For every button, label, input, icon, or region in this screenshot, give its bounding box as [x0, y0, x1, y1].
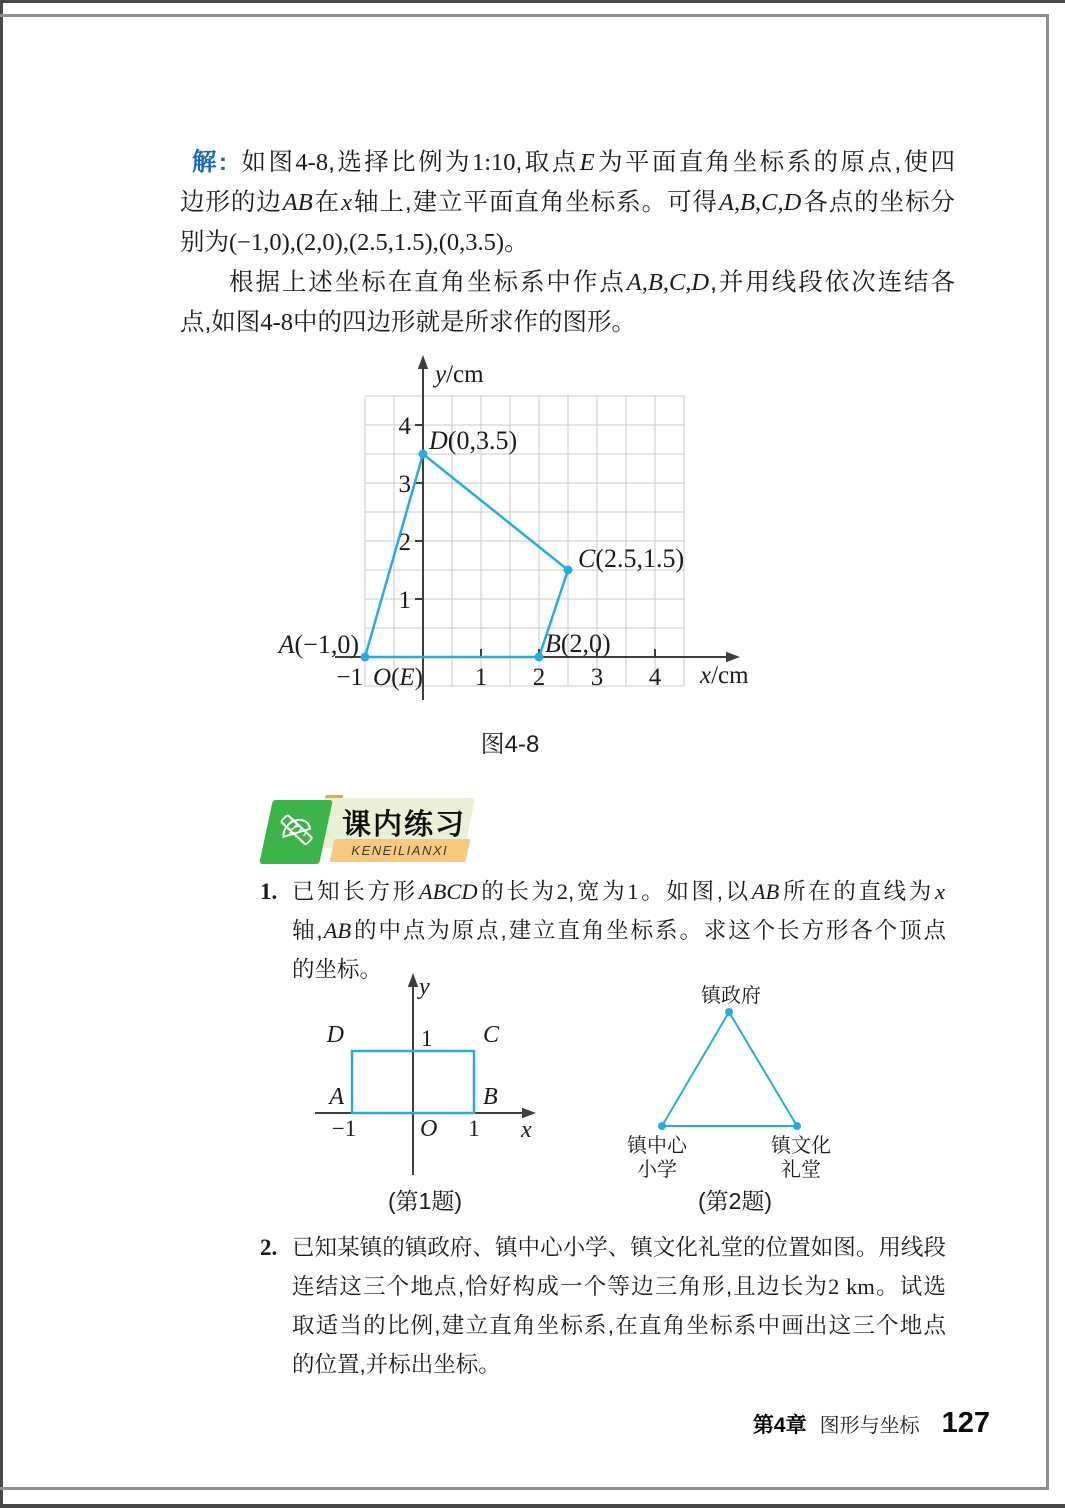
exercise-2-number: 2. — [260, 1235, 278, 1260]
svg-text:C(2.5,1.5): C(2.5,1.5) — [578, 544, 685, 573]
svg-text:1: 1 — [421, 1026, 433, 1051]
footer-chapter-title: 图形与坐标 — [819, 1415, 920, 1437]
svg-text:2: 2 — [532, 664, 546, 691]
svg-text:−1: −1 — [336, 664, 363, 691]
svg-text:镇文化: 镇文化 — [771, 1135, 831, 1157]
exercise-1-number: 1. — [260, 879, 278, 904]
vertex-dot — [419, 450, 428, 459]
vertex-dot — [361, 653, 370, 662]
svg-text:A(−1,0): A(−1,0) — [278, 630, 359, 659]
svg-text:小学: 小学 — [637, 1159, 677, 1181]
protractor-ruler-icon — [269, 808, 323, 857]
svg-text:3: 3 — [590, 664, 604, 691]
svg-text:A: A — [329, 1084, 344, 1110]
svg-text:B(2,0): B(2,0) — [545, 629, 611, 658]
axes — [315, 987, 523, 1175]
solution-paragraph-2 — [180, 263, 955, 343]
svg-text:D: D — [326, 1022, 344, 1048]
grid-lines — [365, 396, 684, 686]
vertex-dot — [564, 566, 573, 575]
svg-text:x/cm: x/cm — [700, 662, 749, 689]
svg-text:y: y — [419, 974, 430, 1000]
quadrilateral-abcd — [365, 454, 568, 657]
solution-block — [180, 143, 955, 343]
page-inner-border-bottom — [0, 1487, 1049, 1490]
text-line: 已知长方形ABCD的长为2,宽为1。如图,以AB所在的直线为x — [292, 879, 945, 904]
text-line: 别为(−1,0),(2,0),(2.5,1.5),(0,3.5)。 — [180, 229, 529, 256]
badge-icon-tile — [259, 800, 333, 864]
text-line: 的位置,并标出坐标。 — [292, 1352, 501, 1377]
text-line: 点,如图4-8中的四边形就是所求作的图形。 — [180, 309, 636, 336]
svg-text:D(0,3.5): D(0,3.5) — [429, 426, 518, 455]
text-line: 轴,AB的中点为原点,建立直角坐标系。求这个长方形各个顶点 — [292, 918, 946, 943]
svg-text:O(E): O(E) — [373, 664, 423, 691]
text-line: 解: 如图4-8,选择比例为1:10,取点E为平面直角坐标系的原点,使四 — [192, 149, 955, 176]
svg-text:镇中心: 镇中心 — [627, 1135, 687, 1157]
vertex-dot — [658, 1122, 666, 1130]
problem-2-triangle-figure — [610, 966, 860, 1208]
svg-text:4: 4 — [398, 413, 411, 440]
figure-4-8-coordinate-plane — [260, 352, 760, 720]
svg-text:2: 2 — [398, 529, 411, 556]
figure-4-8-caption: 图4-8 — [480, 731, 540, 758]
svg-text:−1: −1 — [331, 1116, 357, 1141]
badge-subtitle: KENEILIANXI — [330, 839, 471, 862]
problem-2-figure-caption: (第2题) — [697, 1188, 773, 1214]
page-outer-border-top — [0, 0, 1065, 3]
svg-text:3: 3 — [398, 471, 411, 498]
page-footer — [560, 1407, 990, 1440]
vertex-dot — [535, 653, 544, 662]
text-line: 已知某镇的镇政府、镇中心小学、镇文化礼堂的位置如图。用线段 — [292, 1235, 946, 1260]
svg-text:x: x — [521, 1117, 532, 1143]
vertex-dot — [725, 1008, 733, 1016]
text-line: 连结这三个地点,恰好构成一个等边三角形,且边长为2 km。试选 — [292, 1274, 946, 1299]
svg-text:1: 1 — [474, 664, 488, 691]
page-inner-border-top — [0, 14, 1049, 17]
svg-text:1: 1 — [468, 1116, 480, 1141]
footer-chapter-number: 第4章 — [752, 1414, 807, 1437]
badge-title: 课内练习 — [341, 809, 466, 841]
svg-text:O: O — [420, 1116, 438, 1142]
exercise-2 — [258, 1228, 948, 1384]
text-line: 边形的边AB在x轴上,建立平面直角坐标系。可得A,B,C,D各点的坐标分 — [180, 189, 956, 216]
text-line: 根据上述坐标在直角坐标系中作点A,B,C,D,并用线段依次连结各 — [229, 269, 955, 296]
footer-page-number: 127 — [941, 1407, 990, 1439]
svg-text:B: B — [483, 1084, 498, 1110]
problem-1-rectangle-figure — [300, 966, 550, 1208]
page-outer-border-left — [0, 0, 3, 1508]
svg-text:1: 1 — [398, 587, 411, 614]
text-line: 取适当的比例,建立直角坐标系,在直角坐标系中画出这三个地点 — [292, 1313, 946, 1338]
solution-paragraph-1 — [180, 143, 955, 263]
practice-section-badge — [262, 793, 477, 871]
equilateral-triangle — [662, 1012, 797, 1126]
svg-text:y/cm: y/cm — [435, 361, 484, 388]
svg-text:礼堂: 礼堂 — [781, 1159, 821, 1181]
page-inner-border-right — [1046, 14, 1049, 1490]
exercise-2-text — [292, 1228, 946, 1384]
svg-text:C: C — [483, 1022, 500, 1048]
svg-text:镇政府: 镇政府 — [701, 985, 761, 1007]
problem-1-figure-caption: (第1题) — [387, 1188, 463, 1214]
text-line: 的坐标。 — [292, 957, 383, 982]
svg-text:4: 4 — [648, 664, 662, 691]
vertex-dot — [793, 1122, 801, 1130]
page-outer-border-bottom — [0, 1504, 1065, 1508]
